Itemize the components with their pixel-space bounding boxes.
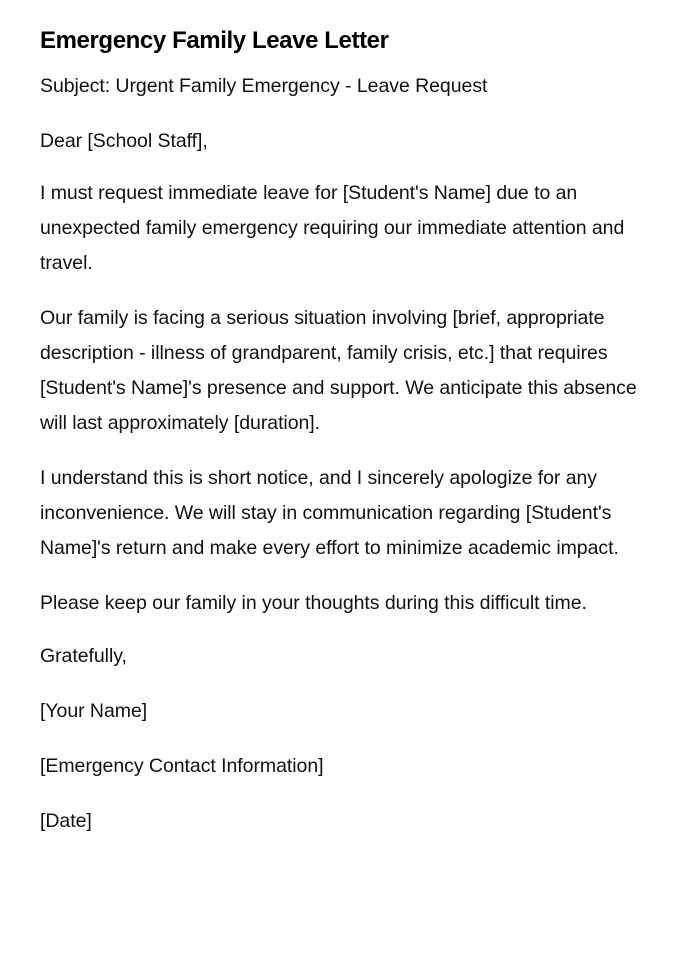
letter-paragraph-3: I understand this is short notice, and I sincerely apologize for any inconvenience. We will stay in communication regarding [Student's Name]'s return and make every effort to minimize academic impact.	[40, 467, 619, 559]
letter-paragraph-2: Our family is facing a serious situation involving [brief, appropriate description - illness of grandparent, family crisis, etc.] that requires [Student's Name]'s presence and support. We anticipate this absence will last approximately [duration].	[40, 307, 637, 434]
emergency-contact-info: [Emergency Contact Information]	[40, 755, 324, 777]
letter-subject: Subject: Urgent Family Emergency - Leave Request	[40, 75, 488, 97]
letter-date: [Date]	[40, 810, 92, 832]
letter-closing: Gratefully,	[40, 645, 127, 667]
letter-title: Emergency Family Leave Letter	[40, 27, 389, 54]
letter-paragraph-4: Please keep our family in your thoughts during this difficult time.	[40, 592, 587, 614]
letter-greeting: Dear [School Staff],	[40, 130, 208, 152]
letter-paragraph-1: I must request immediate leave for [Student's Name] due to an unexpected family emergency requiring our immediate attention and travel.	[40, 182, 625, 274]
signature-name: [Your Name]	[40, 700, 148, 722]
